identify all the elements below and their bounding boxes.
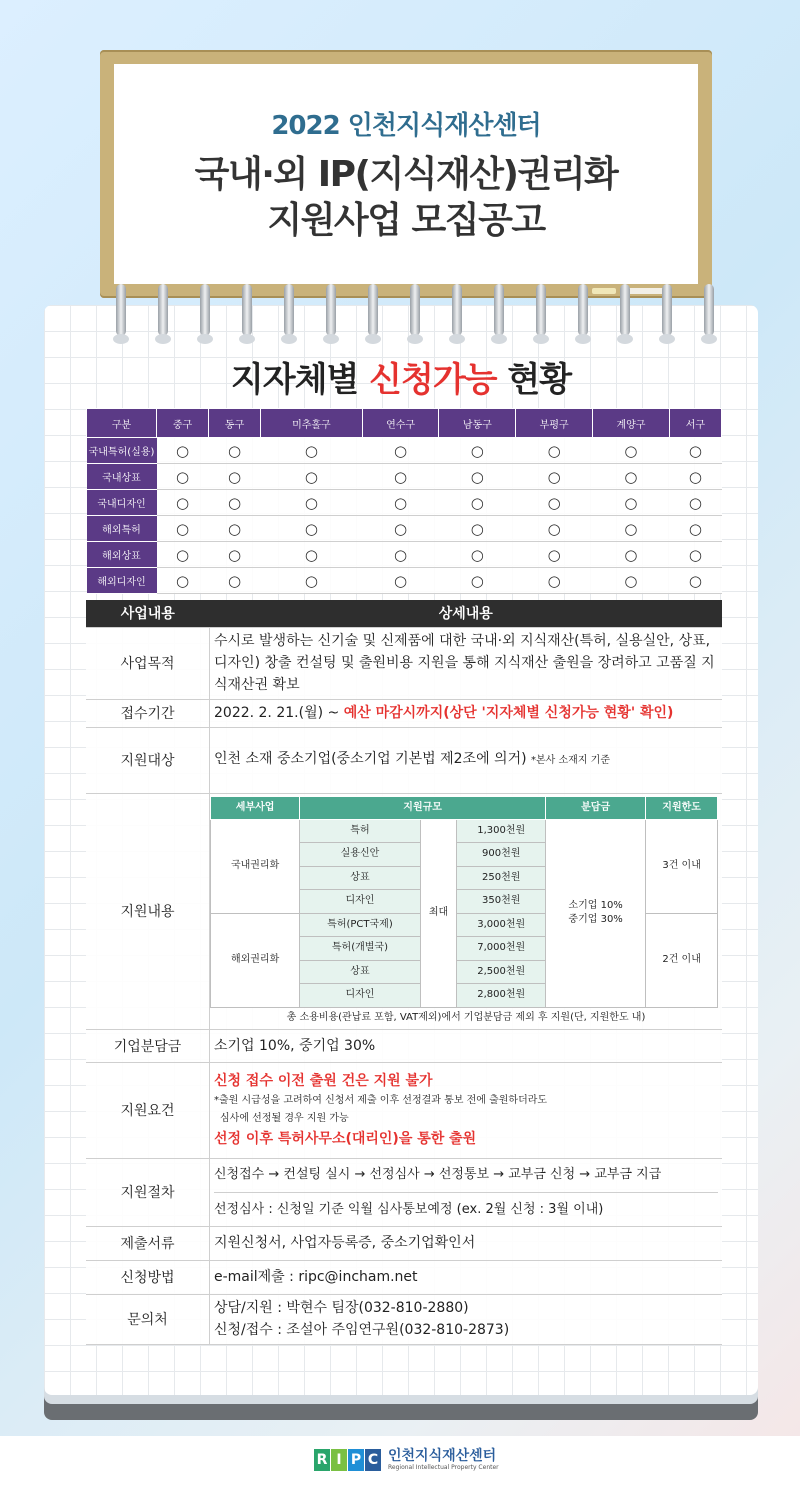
logo-letter: P [348, 1449, 364, 1471]
support-column-header: 분담금 [546, 796, 646, 819]
availability-mark: ○ [516, 490, 593, 516]
availability-mark: ○ [669, 464, 721, 490]
limit-overseas: 2건 이내 [646, 913, 718, 1007]
period-deadline: 예산 마감시까지(상단 '지자체별 신청가능 현황' 확인) [343, 705, 674, 721]
requirements-line1: 신청 접수 이전 출원 건은 지원 불가 [214, 1073, 433, 1089]
availability-mark: ○ [439, 542, 516, 568]
procedure-value [210, 1158, 723, 1226]
right-type: 상표 [300, 866, 420, 890]
section-title [44, 352, 758, 401]
support-amount: 900천원 [457, 843, 546, 867]
availability-mark: ○ [439, 568, 516, 594]
region-column-header: 중구 [157, 409, 209, 438]
region-row [87, 516, 722, 542]
requirements-label: 지원요건 [86, 1062, 210, 1158]
spiral-ring-icon [620, 284, 630, 336]
procedure-line1: 신청접수 → 컨설팅 실시 → 선정심사 → 선정통보 → 교부금 신청 → 교부금 지급 [214, 1164, 718, 1193]
head-left: 사업내용 [86, 600, 210, 627]
region-table [86, 408, 722, 594]
availability-mark: ○ [439, 516, 516, 542]
header-title-line2: 지원사업 모집공고 [267, 199, 545, 241]
availability-mark: ○ [593, 438, 670, 464]
header-title-line1: 국내·외 IP(지식재산)권리화 [194, 153, 618, 195]
region-column-header: 동구 [209, 409, 261, 438]
requirements-value [210, 1062, 723, 1158]
contact-line1: 상담/지원 : 박현수 팀장(032-810-2880) [214, 1300, 469, 1316]
availability-mark: ○ [157, 542, 209, 568]
region-column-header: 서구 [669, 409, 721, 438]
right-type: 특허 [300, 819, 420, 843]
spiral-ring-icon [326, 284, 336, 336]
availability-mark: ○ [261, 490, 363, 516]
target-text: 인천 소재 중소기업(중소기업 기본법 제2조에 의거) [214, 751, 527, 767]
region-row [87, 568, 722, 594]
method-text: e-mail제출 : ripc@incham.net [210, 1260, 723, 1294]
availability-mark: ○ [439, 464, 516, 490]
availability-mark: ○ [209, 490, 261, 516]
spiral-ring-icon [368, 284, 378, 336]
spiral-ring-icon [284, 284, 294, 336]
availability-mark: ○ [209, 516, 261, 542]
availability-mark: ○ [362, 568, 439, 594]
org-name-en: Regional Intellectual Property Center [388, 1464, 499, 1471]
availability-mark: ○ [669, 490, 721, 516]
availability-mark: ○ [157, 438, 209, 464]
business-table [86, 600, 722, 1345]
title-board [100, 50, 712, 298]
logo-letter: I [331, 1449, 347, 1471]
availability-mark: ○ [593, 464, 670, 490]
purpose-label: 사업목적 [86, 627, 210, 699]
content-value [210, 793, 723, 1029]
purpose-text: 수시로 발생하는 신기술 및 신제품에 대한 국내·외 지식재산(특허, 실용실안, 상표, 디자인) 창출 컨설팅 및 출원비용 지원을 통해 지식재산 출원을 장려하고 고품질 지식재산권 확보 [210, 627, 723, 699]
availability-mark: ○ [261, 516, 363, 542]
availability-mark: ○ [362, 542, 439, 568]
contact-label: 문의처 [86, 1294, 210, 1344]
region-row [87, 464, 722, 490]
support-amount: 1,300천원 [457, 819, 546, 843]
support-column-header: 지원규모 [300, 796, 546, 819]
support-amount: 350천원 [457, 890, 546, 914]
availability-mark: ○ [362, 516, 439, 542]
share-rate [546, 819, 646, 1007]
availability-mark: ○ [439, 438, 516, 464]
availability-mark: ○ [261, 568, 363, 594]
availability-mark: ○ [593, 490, 670, 516]
contact-value [210, 1294, 723, 1344]
availability-mark: ○ [261, 438, 363, 464]
availability-mark: ○ [669, 438, 721, 464]
target-label: 지원대상 [86, 727, 210, 793]
region-row [87, 438, 722, 464]
spiral-ring-icon [200, 284, 210, 336]
documents-label: 제출서류 [86, 1226, 210, 1260]
right-type: 특허(개별국) [300, 937, 420, 961]
documents-text: 지원신청서, 사업자등록증, 중소기업확인서 [210, 1226, 723, 1260]
availability-mark: ○ [362, 438, 439, 464]
title-board-inner [114, 64, 698, 284]
availability-mark: ○ [593, 568, 670, 594]
availability-mark: ○ [157, 490, 209, 516]
limit-domestic: 3건 이내 [646, 819, 718, 913]
spiral-rings [64, 284, 744, 344]
logo-text [388, 1448, 499, 1472]
spiral-ring-icon [410, 284, 420, 336]
right-type: 디자인 [300, 984, 420, 1008]
domestic-category: 국내권리화 [211, 819, 300, 913]
availability-mark: ○ [157, 568, 209, 594]
region-column-header: 연수구 [362, 409, 439, 438]
support-amount: 250천원 [457, 866, 546, 890]
availability-mark: ○ [209, 438, 261, 464]
max-label: 최대 [420, 819, 457, 1007]
availability-mark: ○ [209, 542, 261, 568]
period-value [210, 699, 723, 727]
share-rate-line: 소기업 10% [568, 900, 623, 911]
right-type: 상표 [300, 960, 420, 984]
availability-mark: ○ [516, 542, 593, 568]
section-title-part2: 현황 [496, 360, 572, 400]
footer [0, 1436, 800, 1485]
region-row-label: 해외디자인 [87, 568, 157, 594]
support-column-header: 지원한도 [646, 796, 718, 819]
availability-mark: ○ [669, 542, 721, 568]
spiral-ring-icon [704, 284, 714, 336]
region-column-header: 미추홀구 [261, 409, 363, 438]
availability-mark: ○ [209, 464, 261, 490]
section-title-part1: 지자체별 [230, 360, 370, 400]
availability-mark: ○ [261, 464, 363, 490]
region-row [87, 490, 722, 516]
availability-mark: ○ [209, 568, 261, 594]
region-row-label: 해외상표 [87, 542, 157, 568]
spiral-ring-icon [536, 284, 546, 336]
support-amount: 7,000천원 [457, 937, 546, 961]
availability-mark: ○ [516, 438, 593, 464]
target-note: *본사 소재지 기준 [531, 755, 610, 766]
support-note: 총 소용비용(관납료 포함, VAT제외)에서 기업분담금 제외 후 지원(단, 지원한도 내) [286, 1011, 646, 1023]
region-row-label: 해외특허 [87, 516, 157, 542]
logo-letter: R [314, 1449, 330, 1471]
support-amount: 3,000천원 [457, 913, 546, 937]
support-column-header: 세부사업 [211, 796, 300, 819]
region-column-header: 남동구 [439, 409, 516, 438]
availability-mark: ○ [261, 542, 363, 568]
region-row-label: 국내디자인 [87, 490, 157, 516]
support-amount: 2,800천원 [457, 984, 546, 1008]
support-row [211, 819, 718, 843]
procedure-label: 지원절차 [86, 1158, 210, 1226]
availability-mark: ○ [669, 568, 721, 594]
region-column-header: 부평구 [516, 409, 593, 438]
support-table [210, 796, 718, 1008]
header-subtitle: 2022 인천지식재산센터 [271, 110, 541, 141]
spiral-ring-icon [158, 284, 168, 336]
spiral-ring-icon [578, 284, 588, 336]
right-type: 디자인 [300, 890, 420, 914]
ripc-logo [314, 1448, 499, 1472]
availability-mark: ○ [157, 516, 209, 542]
contact-line2: 신청/접수 : 조설아 주임연구원(032-810-2873) [214, 1322, 510, 1338]
section-title-highlight: 신청가능 [369, 360, 497, 400]
period-label: 접수기간 [86, 699, 210, 727]
org-name: 인천지식재산센터 [388, 1448, 497, 1464]
availability-mark: ○ [593, 516, 670, 542]
spiral-ring-icon [662, 284, 672, 336]
region-column-header: 계양구 [593, 409, 670, 438]
right-type: 실용신안 [300, 843, 420, 867]
availability-mark: ○ [439, 490, 516, 516]
share-label: 기업분담금 [86, 1029, 210, 1062]
region-corner: 구분 [87, 409, 157, 438]
region-row-label: 국내특허(실용) [87, 438, 157, 464]
share-text: 소기업 10%, 중기업 30% [210, 1029, 723, 1062]
availability-mark: ○ [516, 568, 593, 594]
availability-mark: ○ [362, 464, 439, 490]
spiral-ring-icon [494, 284, 504, 336]
spiral-ring-icon [452, 284, 462, 336]
requirements-line3: 심사에 선정될 경우 지원 가능 [220, 1113, 349, 1124]
period-date: 2022. 2. 21.(월) ~ [214, 705, 340, 721]
head-right: 상세내용 [210, 600, 723, 627]
method-label: 신청방법 [86, 1260, 210, 1294]
availability-mark: ○ [593, 542, 670, 568]
spiral-ring-icon [116, 284, 126, 336]
region-row-label: 국내상표 [87, 464, 157, 490]
share-rate-line: 중기업 30% [568, 914, 623, 925]
availability-mark: ○ [669, 516, 721, 542]
target-value [210, 727, 723, 793]
availability-mark: ○ [516, 464, 593, 490]
procedure-line2: 선정심사 : 신청일 기준 익월 심사통보예정 (ex. 2월 신청 : 3월 이내) [214, 1201, 604, 1217]
spiral-ring-icon [242, 284, 252, 336]
logo-letter: C [365, 1449, 381, 1471]
content-label: 지원내용 [86, 793, 210, 1029]
support-amount: 2,500천원 [457, 960, 546, 984]
right-type: 특허(PCT국제) [300, 913, 420, 937]
requirements-line2: *출원 시급성을 고려하여 신청서 제출 이후 선정결과 통보 전에 출원하더라도 [214, 1095, 548, 1106]
overseas-category: 해외권리화 [211, 913, 300, 1007]
availability-mark: ○ [516, 516, 593, 542]
availability-mark: ○ [157, 464, 209, 490]
requirements-line4: 선정 이후 특허사무소(대리인)을 통한 출원 [214, 1131, 477, 1147]
availability-mark: ○ [362, 490, 439, 516]
logo-letters [314, 1449, 382, 1471]
region-row [87, 542, 722, 568]
